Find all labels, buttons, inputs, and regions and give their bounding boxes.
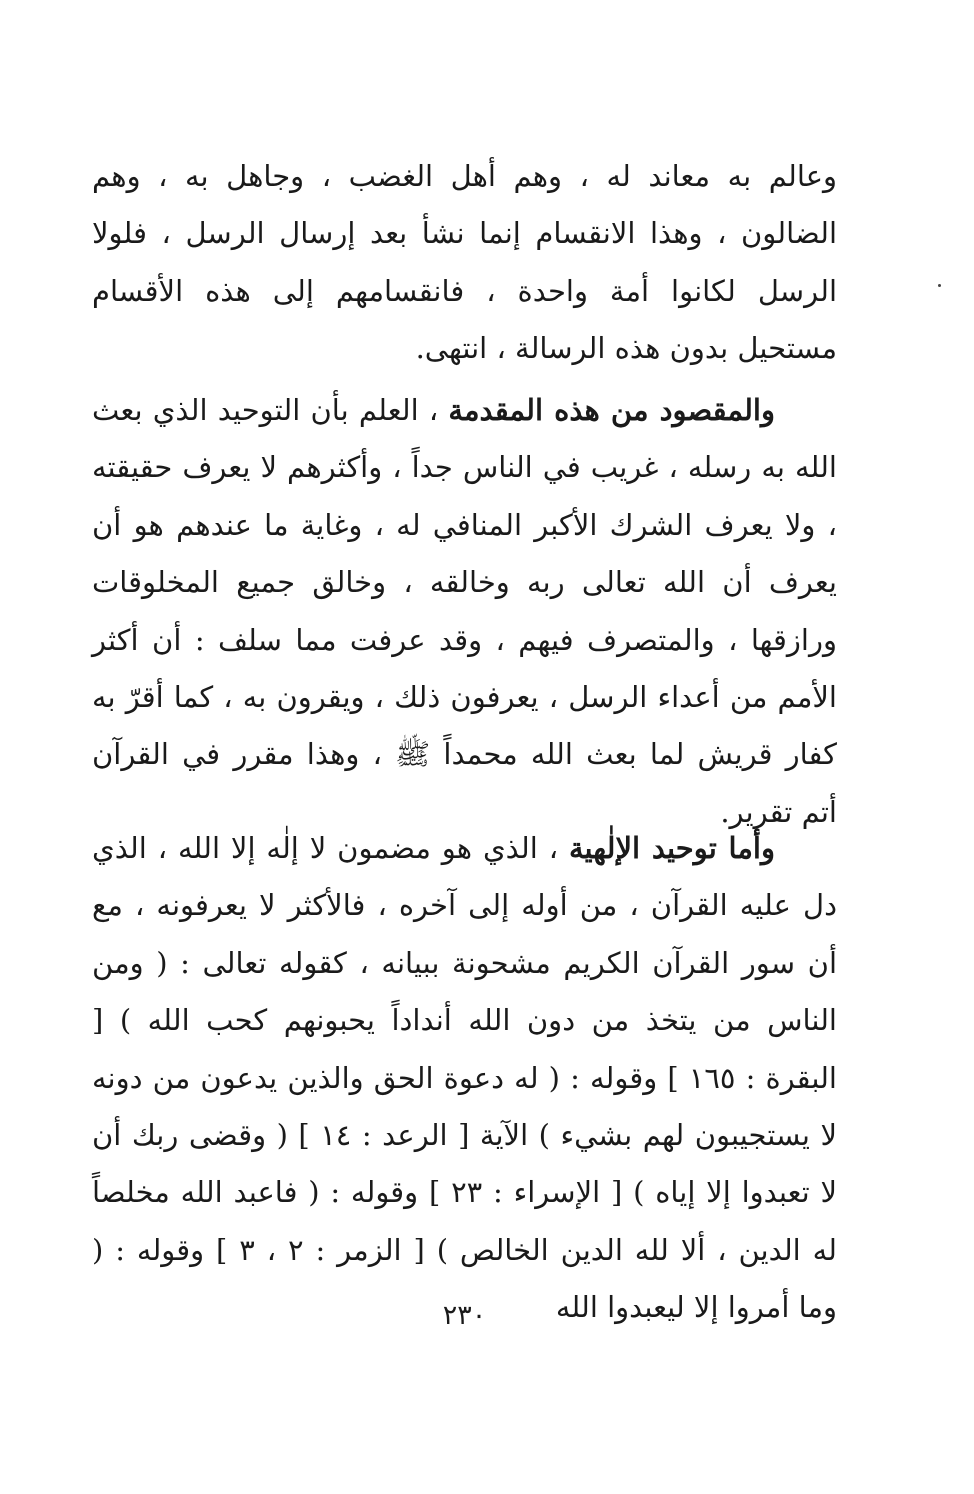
page-number: ٢٣٠ bbox=[442, 1300, 487, 1331]
paragraph-3-text: ، الذي هو مضمون لا إلٰه إلا الله ، الذي دل عليه القرآن ، من أوله إلى آخره ، فالأكثر لا يعرفونه ، مع أن سور القرآن الكريم مشحونة ببيانه ، كقوله تعالى : ( ومن الناس من يتخذ من دون الله أنداداً يحبونهم كحب الله ) [ البقرة : ١٦٥ ] وقوله : ( له دعوة الحق والذين يدعون من دونه لا يستجيبون لهم بشيء ) الآية [ الرعد : ١٤ ] ( وقضى ربك أن لا تعبدوا إلا إياه ) [ الإسراء : ٢٣ ] وقوله : ( فاعبد الله مخلصاً له الدين ، ألا لله الدين الخالص ) [ الزمر : ٢ ، ٣ ] وقوله : ( وما أمروا إلا ليعبدوا الله bbox=[92, 831, 837, 1325]
book-page bbox=[92, 0, 837, 1494]
paragraph-1-text: وعالم به معاند له ، وهم أهل الغضب ، وجاهل به ، وهم الضالون ، وهذا الانقسام إنما نشأ بعد إرسال الرسل ، فلولا الرسل لكانوا أمة واحدة ، فانقسامهم إلى هذه الأقسام مستحيل بدون هذه الرسالة ، انتهى. bbox=[92, 159, 837, 366]
paragraph-2-text: ، العلم بأن التوحيد الذي بعث الله به رسله ، غريب في الناس جداً ، وأكثرهم لا يعرف حقيقته ، ولا يعرف الشرك الأكبر المنافي له ، وغاية ما عندهم هو أن يعرف أن الله تعالى ربه وخالقه ، وخالق جميع المخلوقات ورازقها ، والمتصرف فيهم ، وقد عرفت مما سلف : أن أكثر الأمم من أعداء الرسل ، يعرفون ذلك ، ويقرون به ، كما أقرّ به كفار قريش لما بعث الله محمداً ﷺ ، وهذا مقرر في القرآن أتم تقرير. bbox=[92, 393, 837, 829]
paragraph-3 bbox=[92, 820, 837, 1337]
paragraph-3-lead: وأما توحيد الإلٰهية bbox=[568, 831, 775, 865]
paragraph-2-lead: والمقصود من هذه المقدمة bbox=[448, 393, 775, 427]
paragraph-2 bbox=[92, 382, 837, 841]
paragraph-1 bbox=[92, 148, 837, 378]
margin-mark bbox=[938, 284, 941, 287]
